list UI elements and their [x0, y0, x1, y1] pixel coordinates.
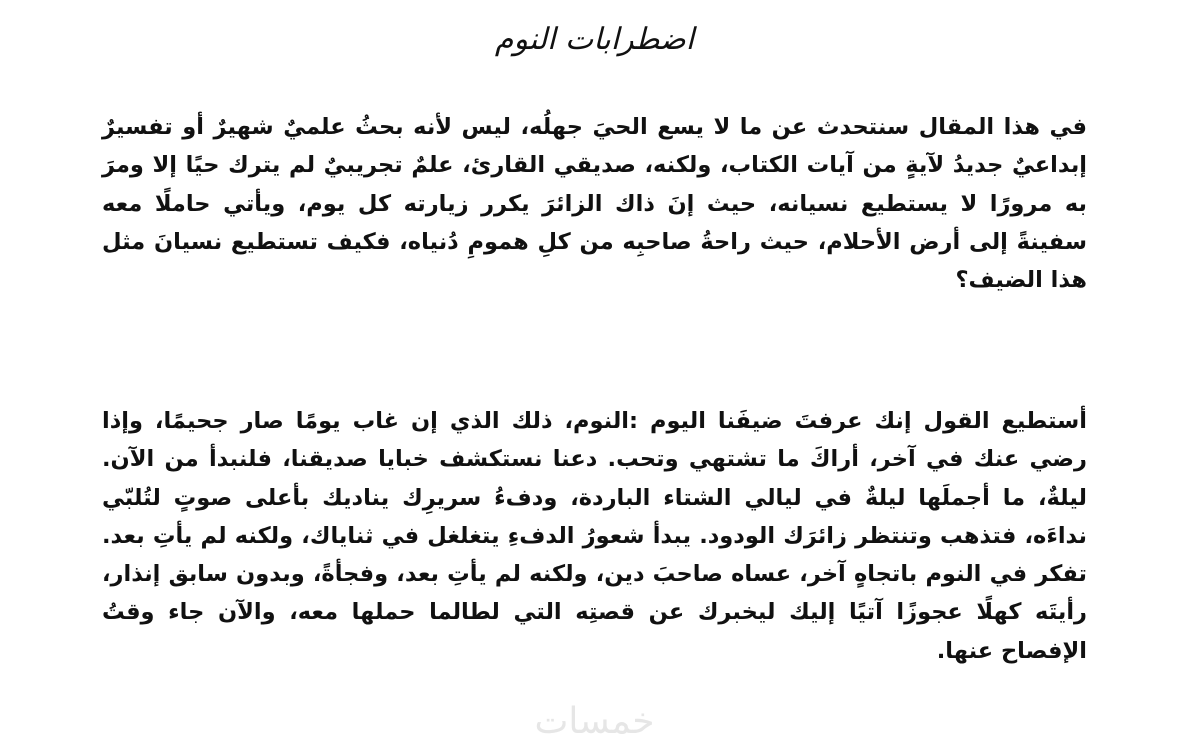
watermark-logo: خمسات [534, 701, 655, 742]
document-title: اضطرابات النوم [494, 22, 695, 57]
paragraph-2: أستطيع القول إنك عرفتَ ضيفَنا اليوم :النوم، ذلك الذي إن غاب يومًا صار جحيمًا، وإذا رضي عنك في آخر، أراكَ ما تشتهي وتحب. دعنا نستكشف خبايا صديقنا، فلنبدأ من الآن. ليلةٌ، ما أجملَها ليلةٌ في ليالي الشتاء الباردة، ودفءُ سريرِك يناديك بأعلى صوتٍ لتُلبّي نداءَه، فتذهب وتنتظر زائرَك الودود. يبدأ شعورُ الدفءِ يتغلغل في ثناياك، ولكنه لم يأتِ بعد. تفكر في النوم باتجاهٍ آخر، عساه صاحبَ دين، ولكنه لم يأتِ بعد، وفجأةً، وبدون سابق إنذار، رأيتَه كهلًا عجوزًا آتيًا إليك ليخبرك عن قصتِه التي لطالما حملها معه، والآن جاء وقتُ الإفصاح عنها. [102, 408, 1087, 664]
paragraph-1: في هذا المقال سنتحدث عن ما لا يسع الحيَ جهلُه، ليس لأنه بحثُ علميٌ شهيرٌ أو تفسيرٌ إبداعيٌ جديدُ لآيةٍ من آيات الكتاب، ولكنه، صديقي القارئ، علمٌ تجريبيٌ لم يترك حيًا إلا ومرَ به مرورًا لا يستطيع نسيانه، حيث إنَ ذاك الزائرَ يكرر زيارته كل يوم، ويأتي حاملًا معه سفينةً إلى أرض الأحلام، حيث راحةُ صاحبِه من كلِ همومِ دُنياه، فكيف تستطيع نسيانَ مثل هذا الضيف؟ [102, 114, 1087, 294]
